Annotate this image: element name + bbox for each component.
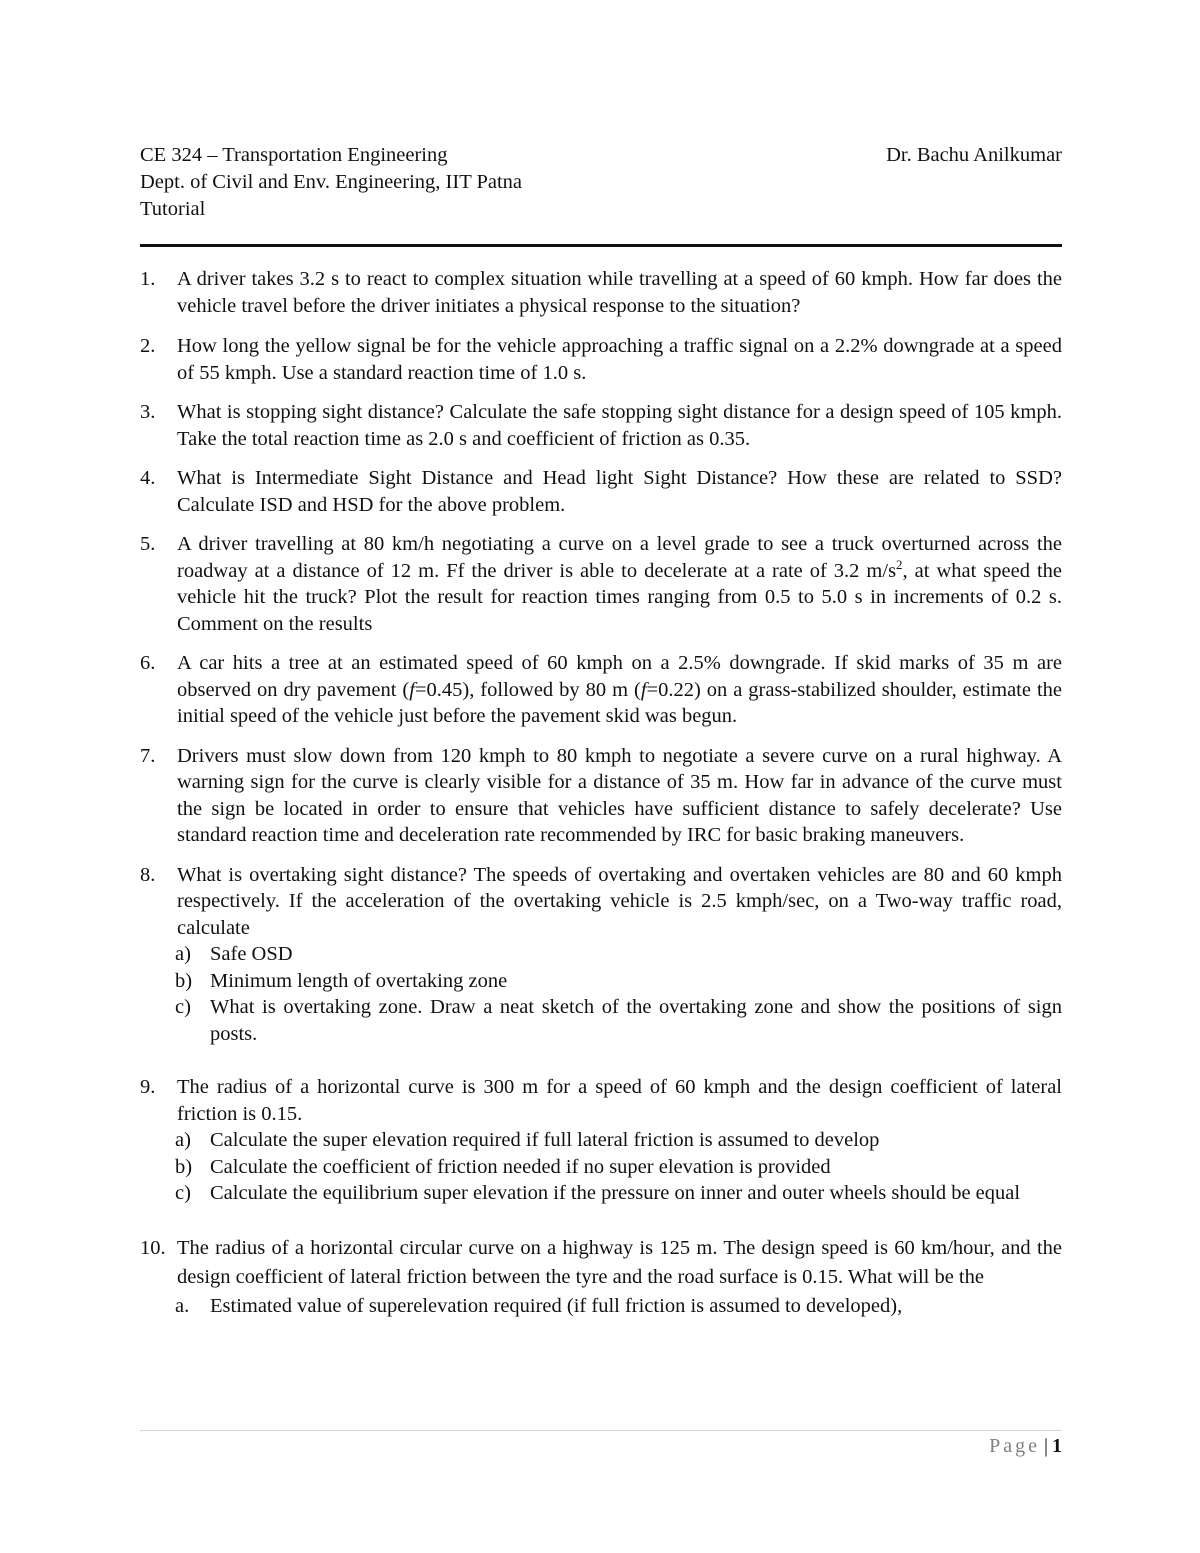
question-number: 2.: [140, 335, 156, 357]
question-7: [140, 743, 1062, 849]
page-separator: |: [1043, 1435, 1048, 1457]
question-9: [140, 1074, 1062, 1207]
question-3: [140, 399, 1062, 452]
sub-question-label: b): [175, 969, 193, 992]
sub-question-text: Calculate the equilibrium super elevation if the pressure on inner and outer wheels should be equal: [210, 1182, 1021, 1204]
sub-question-text: What is overtaking zone. Draw a neat sketch of the overtaking zone and show the positions of sign posts.: [210, 996, 1062, 1045]
question-6: [140, 650, 1062, 730]
question-text: The radius of a horizontal curve is 300 m for a speed of 60 kmph and the design coefficient of lateral friction is 0.15.: [177, 1076, 1062, 1125]
sub-question: [140, 941, 1062, 968]
sub-question: [140, 1180, 1062, 1207]
question-1: [140, 266, 1062, 319]
question-number: 9.: [140, 1076, 156, 1098]
sub-question-label: c): [175, 996, 191, 1018]
department-line: Dept. of Civil and Env. Engineering, IIT Patna: [140, 171, 523, 193]
question-text: Drivers must slow down from 120 kmph to 80 kmph to negotiate a severe curve on a rural highway. A warning sign for the curve is clearly visible for a distance of 35 m. How far in advance of the curve must the sign be located in order to ensure that vehicles have sufficient distance to safely decelerate? Use standard reaction time and deceleration rate recommended by IRC for basic braking maneuvers.: [177, 744, 1062, 846]
sub-question: [140, 1292, 1062, 1321]
question-text: What is Intermediate Sight Distance and Head light Sight Distance? How these are related to SSD? Calculate ISD and HSD for the above problem.: [177, 467, 1062, 516]
sub-question-label: a.: [175, 1294, 190, 1317]
question-number: 8.: [140, 863, 156, 886]
course-title: CE 324 – Transportation Engineering: [140, 144, 448, 166]
document-header: [140, 142, 1062, 223]
question-text: What is stopping sight distance? Calculate the safe stopping sight distance for a design speed of 105 kmph. Take the total reaction time as 2.0 s and coefficient of friction as 0.35.: [177, 401, 1062, 450]
question-text: What is overtaking sight distance? The speeds of overtaking and overtaken vehicles are 80 and 60 kmph respectively. If the acceleration of the overtaking vehicle is 2.5 kmph/sec, on a Two-way traffic road, calculate: [177, 863, 1062, 939]
page-label: Page: [989, 1435, 1040, 1457]
sub-question-label: a): [175, 1129, 191, 1151]
sub-question-label: a): [175, 943, 191, 965]
sub-question-text: Calculate the super elevation required if full lateral friction is assumed to develop: [210, 1129, 880, 1151]
question-text: A driver takes 3.2 s to react to complex situation while travelling at a speed of 60 kmph. How far does the vehicle travel before the driver initiates a physical response to the situation?: [177, 268, 1062, 317]
question-8: [140, 862, 1062, 1048]
footer-divider: [140, 1430, 1062, 1431]
question-text-part: =0.22) on a grass-stabilized shoulder, estimate the initial speed of the vehicle just before the pavement skid was begun.: [177, 678, 1062, 727]
sub-question-list: [140, 1127, 1062, 1207]
blank-line: [140, 1207, 1062, 1234]
friction-symbol: f: [409, 678, 415, 701]
question-number: 3.: [140, 401, 156, 423]
document-type: Tutorial: [140, 198, 206, 220]
sub-question: [140, 1154, 1062, 1181]
question-2: [140, 333, 1062, 386]
sub-question-label: b): [175, 1155, 193, 1178]
sub-question-text: Safe OSD: [210, 943, 293, 965]
sub-question-list: [140, 1292, 1062, 1321]
question-text-part: A car hits a tree at an estimated speed of 60 kmph on a 2.5% downgrade. If skid marks of 35 m are observed on dry pavement (: [177, 652, 1062, 701]
page-footer: [989, 1432, 1062, 1460]
friction-symbol: f: [640, 678, 647, 701]
sub-question-text: Estimated value of superelevation required (if full friction is assumed to developed),: [210, 1294, 903, 1317]
question-4: [140, 465, 1062, 518]
question-number: 1.: [140, 268, 156, 290]
question-number: 7.: [140, 744, 156, 767]
sub-question-text: Calculate the coefficient of friction needed if no super elevation is provided: [210, 1155, 831, 1178]
question-text-part: =0.45), followed by 80 m (: [414, 678, 641, 701]
question-number: 6.: [140, 652, 156, 674]
question-text-part: , at what speed the vehicle hit the truck? Plot the result for reaction times ranging from 0.5 to 5.0 s in increments of 0.2 s. Comment on the results: [177, 559, 1062, 635]
sub-question: [140, 1127, 1062, 1154]
question-number: 5.: [140, 533, 156, 555]
sub-question: [140, 968, 1062, 995]
question-text: How long the yellow signal be for the vehicle approaching a traffic signal on a 2.2% downgrade at a speed of 55 kmph. Use a standard reaction time of 1.0 s.: [177, 335, 1062, 384]
blank-line: [140, 1047, 1062, 1074]
question-number: 10.: [140, 1236, 166, 1259]
sub-question-label: c): [175, 1182, 191, 1204]
question-5: [140, 531, 1062, 637]
sub-question-text: Minimum length of overtaking zone: [210, 969, 508, 992]
question-text: The radius of a horizontal circular curve on a highway is 125 m. The design speed is 60 km/hour, and the design coefficient of lateral friction between the tyre and the road surface is 0.15. What will be the: [177, 1236, 1062, 1288]
header-divider: [140, 244, 1062, 247]
instructor-name: Dr. Bachu Anilkumar: [886, 144, 1062, 166]
sub-question-list: [140, 941, 1062, 1047]
question-text-part: A driver travelling at 80 km/h negotiating a curve on a level grade to see a truck overturned across the roadway at a distance of 12 m. Ff the driver is able to decelerate at a rate of 3.2 m/s: [177, 533, 1062, 582]
question-number: 4.: [140, 467, 156, 489]
superscript: 2: [896, 556, 903, 572]
question-list: [140, 266, 1062, 1321]
page-number: 1: [1052, 1435, 1062, 1457]
question-10: [140, 1234, 1062, 1321]
sub-question: [140, 994, 1062, 1047]
